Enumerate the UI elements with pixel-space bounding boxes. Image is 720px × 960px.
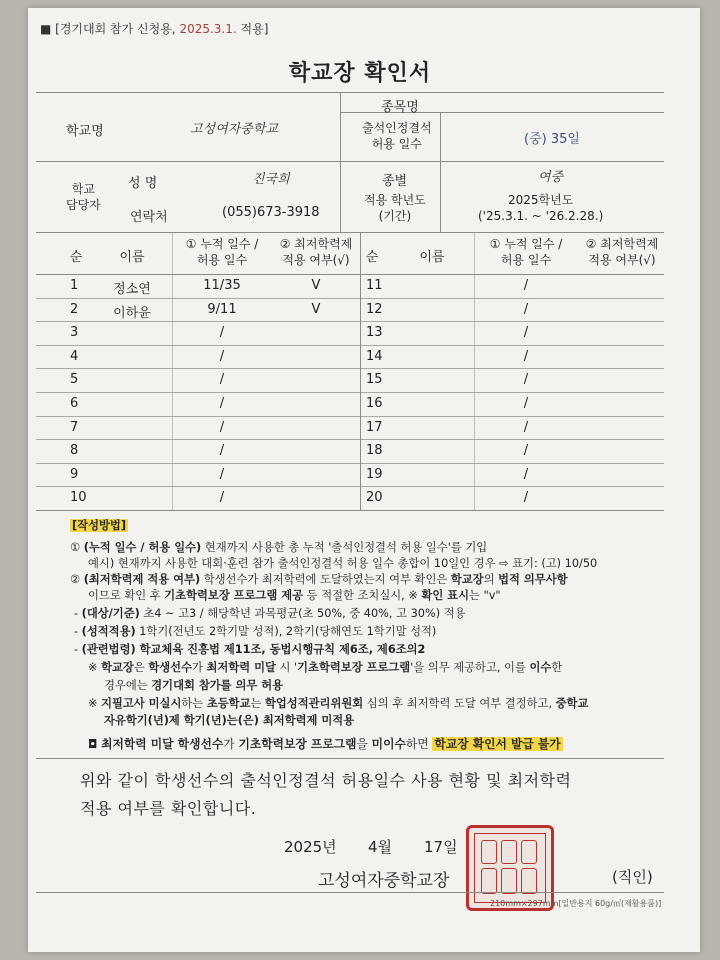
divider — [36, 92, 664, 93]
column-header-days: ① 누적 일수 / — [185, 237, 259, 251]
divider — [340, 92, 341, 232]
form-header — [40, 20, 268, 37]
column-header-min-grade: ② 최저학력제 — [585, 237, 659, 251]
student-name: 정소연 — [113, 282, 151, 297]
column-header-name: 이름 — [419, 250, 445, 265]
divider — [36, 892, 664, 893]
days-value: / — [219, 490, 225, 506]
table-header-divider — [36, 274, 664, 275]
days-value: / — [219, 466, 225, 482]
row-number: 17 — [366, 419, 383, 435]
days-value: / — [523, 278, 529, 293]
table-row-divider — [36, 298, 664, 299]
row-number: 12 — [366, 301, 383, 317]
manager-label: 학교 담당자 — [66, 182, 101, 212]
method-line: 경우에는 경기대회 참가를 의무 허용 — [104, 679, 284, 692]
row-number: 15 — [366, 372, 383, 388]
table-row-divider — [36, 368, 664, 369]
school-value: 고성여자중학교 — [190, 122, 278, 137]
row-number: 7 — [70, 419, 79, 435]
attendance-label: 출석인정결석 허용 일수 — [362, 121, 432, 151]
row-number: 16 — [366, 396, 383, 411]
table-row-divider — [36, 321, 664, 322]
column-header-min-grade: ② 최저학력제 — [279, 237, 353, 251]
name-value: 진국희 — [252, 172, 290, 187]
date-year: 2025년 — [284, 838, 337, 856]
date-day: 17일 — [424, 838, 458, 856]
column-header-days: 허용 일수 — [196, 253, 248, 267]
column-header-no: 순 — [365, 250, 379, 265]
statement-line: 적용 여부를 확인합니다. — [80, 799, 257, 818]
method-line: ① (누적 일수 / 허용 일수) 현재까지 사용한 총 누적 '출석인정결석 허용 일수'를 기입 — [70, 541, 488, 554]
category-value: 여중 — [538, 170, 564, 185]
days-value: 9/11 — [207, 301, 237, 317]
divider — [36, 510, 664, 511]
method-line: - (관련법령) 학교체육 진흥법 제11조, 동법시행규칙 제6조, 제6조의2 — [74, 643, 426, 656]
method-line: 자유학기(년)제 학기(년)는(은) 최저학력제 미적용 — [104, 714, 355, 727]
divider — [36, 161, 664, 162]
grade-year-value: 2025학년도 ('25.3.1. ~ '26.2.28.) — [478, 193, 604, 223]
days-value: / — [219, 348, 225, 364]
days-value: / — [219, 443, 225, 459]
row-number: 5 — [70, 372, 79, 388]
days-value: / — [523, 301, 529, 317]
row-number: 13 — [366, 325, 383, 341]
days-value: / — [523, 348, 529, 364]
row-number: 4 — [70, 348, 79, 364]
table-column-divider — [172, 232, 173, 510]
row-number: 8 — [70, 443, 79, 459]
method-line: - (성적적용) 1학기(전년도 2학기말 성적), 2학기(당해연도 1학기말 성적) — [74, 625, 437, 638]
statement-line: 위와 같이 학생선수의 출석인정결석 허용일수 사용 현황 및 최저학력 — [80, 771, 572, 790]
header-suffix: 적용] — [240, 22, 269, 36]
method-line: ※ 지필고사 미실시하는 초등학교는 학업성적관리위원회 심의 후 최저학력 도달 여부 결정하고, 중학교 — [88, 697, 589, 710]
row-number: 19 — [366, 466, 383, 482]
document-title: 학교장 확인서 — [288, 61, 432, 86]
seal-label: (직인) — [612, 868, 653, 886]
days-value: / — [219, 419, 225, 435]
row-number: 20 — [366, 490, 383, 506]
divider — [36, 232, 664, 233]
school-label: 학교명 — [66, 124, 104, 139]
event-label: 종목명 — [381, 100, 419, 115]
contact-value: (055)673-3918 — [222, 205, 320, 220]
method-line: 예시) 현재까지 사용한 대회·훈련 참가 출석인정결석 허용 일수 총합이 10일인 경우 ⇨ 표기: (고) 10/50 — [88, 557, 598, 570]
table-center-divider — [360, 232, 361, 510]
min-grade-check: V — [311, 301, 321, 317]
column-header-name: 이름 — [119, 250, 145, 265]
date-month: 4월 — [368, 838, 393, 856]
days-value: / — [523, 325, 529, 341]
days-value: / — [523, 396, 529, 411]
category-label: 종별 — [382, 174, 408, 189]
days-value: / — [219, 396, 225, 411]
method-heading: [작성방법] — [72, 519, 126, 532]
days-value: / — [523, 490, 529, 506]
days-value: 11/35 — [203, 278, 241, 293]
column-header-days: 허용 일수 — [500, 253, 552, 267]
method-line: 이므로 확인 후 기초학력보장 프로그램 제공 등 적절한 조치실시, ※ 확인 표시는 "v" — [88, 589, 501, 602]
table-row-divider — [36, 416, 664, 417]
paper-spec: 210mm×297mm[일반용지 60g/㎡(재활용품)] — [490, 899, 662, 908]
column-header-no: 순 — [69, 250, 83, 265]
days-value: / — [523, 443, 529, 459]
days-value: / — [219, 372, 225, 388]
days-value: / — [523, 466, 529, 482]
row-number: 10 — [70, 490, 87, 506]
method-line: ※ 학교장은 학생선수가 최저학력 미달 시 '기초학력보장 프로그램'을 의무 제공하고, 이를 이수한 — [88, 661, 563, 674]
grade-year-label: 적용 학년도 (기간) — [364, 193, 426, 223]
row-number: 6 — [70, 396, 79, 411]
header-date: 2025.3.1. — [179, 22, 237, 36]
contact-label: 연락처 — [130, 210, 168, 225]
row-number: 2 — [70, 301, 79, 317]
row-number: 1 — [70, 278, 79, 293]
table-row-divider — [36, 392, 664, 393]
attendance-value: (중) 35일 — [524, 132, 580, 147]
divider — [440, 112, 441, 232]
table-row-divider — [36, 486, 664, 487]
method-line: ② (최저학력제 적용 여부) 학생선수가 최저학력에 도달하였는지 여부 확인은 학교장의 법적 의무사항 — [70, 573, 568, 586]
row-number: 18 — [366, 443, 383, 459]
student-name: 이하윤 — [113, 305, 151, 321]
row-number: 3 — [70, 325, 79, 341]
method-line: ◘ 최저학력 미달 학생선수가 기초학력보장 프로그램을 미이수하면 학교장 확인서 발급 불가 — [88, 737, 561, 751]
column-header-min-grade: 적용 여부(√) — [588, 253, 656, 267]
days-value: / — [523, 419, 529, 435]
days-value: / — [219, 325, 225, 341]
table-row-divider — [36, 439, 664, 440]
method-line: - (대상/기준) 초4 ~ 고3 / 해당학년 과목평균(초 50%, 중 40%, 고 30%) 적용 — [74, 607, 466, 620]
table-column-divider — [474, 232, 475, 510]
divider — [36, 758, 664, 759]
name-label: 성 명 — [128, 176, 158, 191]
column-header-min-grade: 적용 여부(√) — [282, 253, 350, 267]
principal-name: 고성여자중학교장 — [318, 871, 450, 891]
column-header-days: ① 누적 일수 / — [489, 237, 563, 251]
header-prefix: ■ [경기대회 참가 신청용, — [40, 22, 176, 36]
min-grade-check: V — [311, 278, 321, 293]
table-row-divider — [36, 345, 664, 346]
row-number: 11 — [366, 278, 383, 293]
table-row-divider — [36, 463, 664, 464]
row-number: 9 — [70, 466, 79, 482]
row-number: 14 — [366, 348, 383, 364]
days-value: / — [523, 372, 529, 388]
